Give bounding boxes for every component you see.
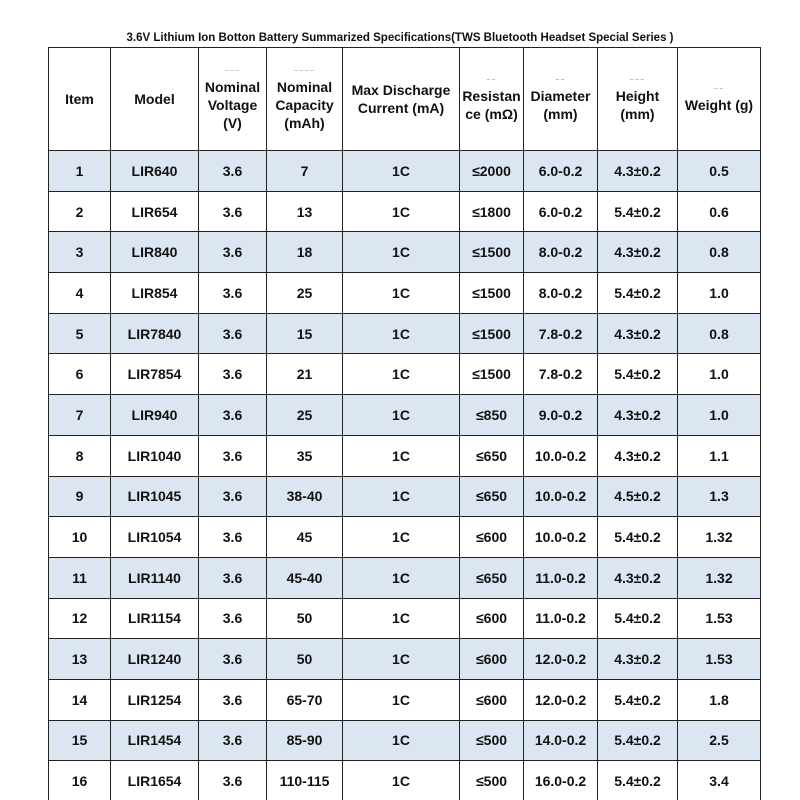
cell-item: 15 [49, 720, 111, 761]
cell-diameter: 11.0-0.2 [524, 598, 598, 639]
cell-resistance: ≤1500 [460, 313, 524, 354]
cell-model: LIR854 [111, 273, 199, 314]
cell-discharge: 1C [343, 517, 460, 558]
cell-discharge: 1C [343, 557, 460, 598]
cell-diameter: 10.0-0.2 [524, 476, 598, 517]
cell-resistance: ≤650 [460, 476, 524, 517]
faded-glyph-icon: ⁻⁻ [486, 75, 497, 85]
cell-resistance: ≤1500 [460, 232, 524, 273]
cell-discharge: 1C [343, 313, 460, 354]
cell-resistance: ≤650 [460, 435, 524, 476]
cell-diameter: 11.0-0.2 [524, 557, 598, 598]
cell-resistance: ≤850 [460, 395, 524, 436]
cell-diameter: 7.8-0.2 [524, 354, 598, 395]
table-row [49, 232, 761, 273]
cell-capacity: 65-70 [267, 679, 343, 720]
cell-item: 8 [49, 435, 111, 476]
cell-discharge: 1C [343, 151, 460, 192]
cell-voltage: 3.6 [199, 151, 267, 192]
cell-height: 4.3±0.2 [598, 151, 678, 192]
cell-model: LIR1040 [111, 435, 199, 476]
cell-diameter: 8.0-0.2 [524, 232, 598, 273]
cell-resistance: ≤600 [460, 517, 524, 558]
cell-voltage: 3.6 [199, 191, 267, 232]
cell-weight: 0.8 [678, 313, 761, 354]
table-row [49, 598, 761, 639]
cell-weight: 1.1 [678, 435, 761, 476]
faded-glyph-icon: ⁻⁻ [555, 75, 566, 85]
cell-discharge: 1C [343, 354, 460, 395]
cell-discharge: 1C [343, 720, 460, 761]
header-capacity: ⁻⁻⁻⁻ Nominal Capacity (mAh) [267, 48, 343, 151]
cell-discharge: 1C [343, 761, 460, 800]
cell-discharge: 1C [343, 232, 460, 273]
header-weight: ⁻⁻ Weight (g) [678, 48, 761, 151]
cell-discharge: 1C [343, 639, 460, 680]
cell-height: 4.5±0.2 [598, 476, 678, 517]
cell-discharge: 1C [343, 679, 460, 720]
cell-height: 4.3±0.2 [598, 557, 678, 598]
header-height: ⁻⁻⁻ Height (mm) [598, 48, 678, 151]
cell-model: LIR1454 [111, 720, 199, 761]
cell-discharge: 1C [343, 191, 460, 232]
cell-capacity: 45 [267, 517, 343, 558]
cell-weight: 1.3 [678, 476, 761, 517]
cell-capacity: 45-40 [267, 557, 343, 598]
cell-model: LIR1045 [111, 476, 199, 517]
cell-item: 12 [49, 598, 111, 639]
cell-diameter: 6.0-0.2 [524, 151, 598, 192]
cell-resistance: ≤1500 [460, 273, 524, 314]
cell-voltage: 3.6 [199, 598, 267, 639]
cell-weight: 1.0 [678, 354, 761, 395]
cell-resistance: ≤2000 [460, 151, 524, 192]
cell-weight: 1.53 [678, 639, 761, 680]
header-resistance: ⁻⁻ Resistan ce (mΩ) [460, 48, 524, 151]
header-diameter: ⁻⁻ Diameter (mm) [524, 48, 598, 151]
cell-voltage: 3.6 [199, 232, 267, 273]
cell-weight: 0.6 [678, 191, 761, 232]
cell-height: 5.4±0.2 [598, 191, 678, 232]
cell-capacity: 25 [267, 395, 343, 436]
table-row [49, 273, 761, 314]
cell-resistance: ≤600 [460, 679, 524, 720]
cell-diameter: 14.0-0.2 [524, 720, 598, 761]
header-discharge: Max Discharge Current (mA) [343, 48, 460, 151]
cell-height: 5.4±0.2 [598, 598, 678, 639]
table-row [49, 313, 761, 354]
cell-item: 7 [49, 395, 111, 436]
cell-diameter: 9.0-0.2 [524, 395, 598, 436]
faded-glyph-icon: ⁻⁻⁻ [224, 66, 241, 76]
cell-diameter: 12.0-0.2 [524, 679, 598, 720]
cell-voltage: 3.6 [199, 761, 267, 800]
cell-voltage: 3.6 [199, 639, 267, 680]
cell-model: LIR7840 [111, 313, 199, 354]
cell-discharge: 1C [343, 435, 460, 476]
battery-spec-table [48, 47, 761, 800]
cell-discharge: 1C [343, 476, 460, 517]
cell-diameter: 7.8-0.2 [524, 313, 598, 354]
cell-item: 6 [49, 354, 111, 395]
cell-capacity: 110-115 [267, 761, 343, 800]
cell-weight: 1.0 [678, 395, 761, 436]
cell-model: LIR1054 [111, 517, 199, 558]
cell-weight: 2.5 [678, 720, 761, 761]
faded-glyph-icon: ⁻⁻⁻⁻ [294, 66, 315, 76]
faded-glyph-icon: ⁻⁻⁻ [629, 75, 646, 85]
table-row [49, 720, 761, 761]
table-row [49, 191, 761, 232]
cell-model: LIR1140 [111, 557, 199, 598]
cell-height: 4.3±0.2 [598, 232, 678, 273]
cell-weight: 1.0 [678, 273, 761, 314]
cell-item: 9 [49, 476, 111, 517]
cell-weight: 1.8 [678, 679, 761, 720]
cell-voltage: 3.6 [199, 720, 267, 761]
faded-glyph-icon: ⁻⁻ [713, 84, 725, 94]
table-row [49, 761, 761, 800]
cell-capacity: 15 [267, 313, 343, 354]
cell-voltage: 3.6 [199, 313, 267, 354]
cell-voltage: 3.6 [199, 435, 267, 476]
cell-voltage: 3.6 [199, 273, 267, 314]
cell-capacity: 38-40 [267, 476, 343, 517]
cell-voltage: 3.6 [199, 354, 267, 395]
cell-item: 11 [49, 557, 111, 598]
cell-model: LIR840 [111, 232, 199, 273]
cell-capacity: 18 [267, 232, 343, 273]
cell-model: LIR1240 [111, 639, 199, 680]
table-body [49, 151, 761, 800]
table-row [49, 517, 761, 558]
cell-voltage: 3.6 [199, 395, 267, 436]
cell-item: 1 [49, 151, 111, 192]
cell-weight: 1.32 [678, 517, 761, 558]
cell-capacity: 7 [267, 151, 343, 192]
table-header-row [49, 48, 761, 151]
table-row [49, 476, 761, 517]
cell-model: LIR1254 [111, 679, 199, 720]
cell-model: LIR940 [111, 395, 199, 436]
table-row [49, 151, 761, 192]
cell-model: LIR640 [111, 151, 199, 192]
cell-resistance: ≤650 [460, 557, 524, 598]
cell-model: LIR1154 [111, 598, 199, 639]
cell-diameter: 8.0-0.2 [524, 273, 598, 314]
cell-height: 4.3±0.2 [598, 435, 678, 476]
cell-height: 5.4±0.2 [598, 273, 678, 314]
page-title: 3.6V Lithium Ion Botton Battery Summarized Specifications(TWS Bluetooth Headset Special Series ) [126, 32, 674, 44]
cell-weight: 0.8 [678, 232, 761, 273]
table-row [49, 679, 761, 720]
cell-weight: 0.5 [678, 151, 761, 192]
header-model: Model [111, 48, 199, 151]
cell-voltage: 3.6 [199, 517, 267, 558]
cell-capacity: 21 [267, 354, 343, 395]
cell-discharge: 1C [343, 395, 460, 436]
cell-model: LIR7854 [111, 354, 199, 395]
cell-weight: 1.53 [678, 598, 761, 639]
table-row [49, 435, 761, 476]
cell-height: 4.3±0.2 [598, 313, 678, 354]
cell-model: LIR654 [111, 191, 199, 232]
cell-resistance: ≤1800 [460, 191, 524, 232]
cell-diameter: 12.0-0.2 [524, 639, 598, 680]
cell-height: 5.4±0.2 [598, 354, 678, 395]
cell-discharge: 1C [343, 598, 460, 639]
cell-height: 5.4±0.2 [598, 720, 678, 761]
cell-item: 10 [49, 517, 111, 558]
cell-weight: 1.32 [678, 557, 761, 598]
cell-resistance: ≤1500 [460, 354, 524, 395]
cell-height: 4.3±0.2 [598, 395, 678, 436]
cell-height: 5.4±0.2 [598, 679, 678, 720]
cell-diameter: 16.0-0.2 [524, 761, 598, 800]
cell-model: LIR1654 [111, 761, 199, 800]
cell-height: 5.4±0.2 [598, 517, 678, 558]
cell-voltage: 3.6 [199, 679, 267, 720]
cell-capacity: 50 [267, 639, 343, 680]
header-voltage: ⁻⁻⁻ Nominal Voltage (V) [199, 48, 267, 151]
cell-item: 13 [49, 639, 111, 680]
cell-diameter: 10.0-0.2 [524, 517, 598, 558]
cell-diameter: 10.0-0.2 [524, 435, 598, 476]
cell-voltage: 3.6 [199, 476, 267, 517]
cell-item: 3 [49, 232, 111, 273]
cell-item: 16 [49, 761, 111, 800]
header-item: Item [49, 48, 111, 151]
cell-discharge: 1C [343, 273, 460, 314]
cell-item: 14 [49, 679, 111, 720]
cell-capacity: 13 [267, 191, 343, 232]
cell-diameter: 6.0-0.2 [524, 191, 598, 232]
cell-item: 2 [49, 191, 111, 232]
cell-capacity: 25 [267, 273, 343, 314]
cell-resistance: ≤600 [460, 639, 524, 680]
table-row [49, 354, 761, 395]
cell-height: 4.3±0.2 [598, 639, 678, 680]
cell-resistance: ≤600 [460, 598, 524, 639]
cell-item: 4 [49, 273, 111, 314]
cell-capacity: 50 [267, 598, 343, 639]
cell-weight: 3.4 [678, 761, 761, 800]
table-row [49, 639, 761, 680]
cell-height: 5.4±0.2 [598, 761, 678, 800]
cell-resistance: ≤500 [460, 761, 524, 800]
cell-voltage: 3.6 [199, 557, 267, 598]
cell-resistance: ≤500 [460, 720, 524, 761]
cell-item: 5 [49, 313, 111, 354]
cell-capacity: 85-90 [267, 720, 343, 761]
table-row [49, 395, 761, 436]
cell-capacity: 35 [267, 435, 343, 476]
table-row [49, 557, 761, 598]
